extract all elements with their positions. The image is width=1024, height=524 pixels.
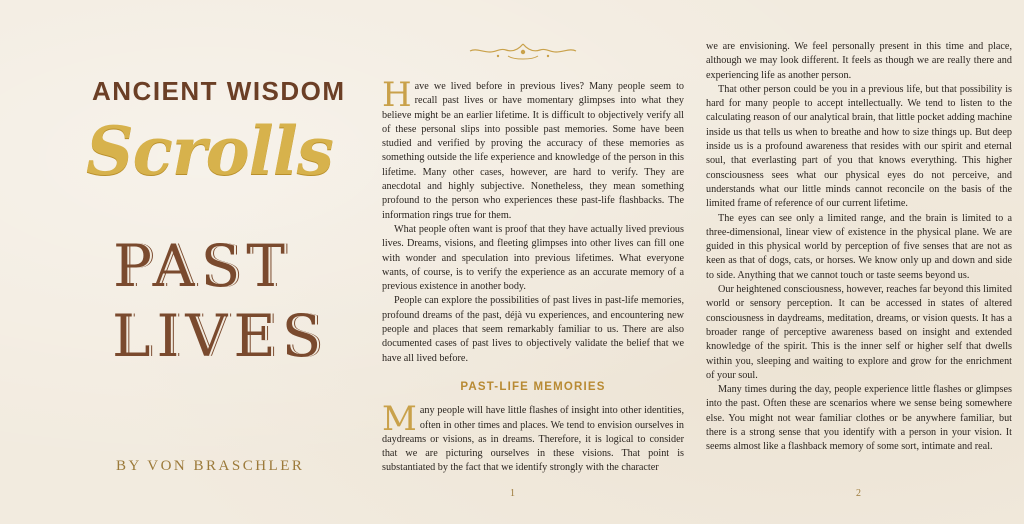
paragraph: we are envisioning. We feel personally present in this time and place, although we may look different. It feels as though we are really there and experiencing life as another person. bbox=[706, 41, 1012, 81]
section-heading: PAST-LIFE MEMORIES bbox=[460, 380, 606, 393]
paragraph: Our heightened consciousness, however, reaches far beyond this limited world or sensory perception. It can be accessed in states of altered consciousness in daydreams, meditation, dreams, or vision quests. It has a broader range of perceptive awareness based on insight and extended knowledge of the spirit. This is the inner self or higher self that dwells within you, sleeping and waiting to explore and grow for the enrichment of your soul. bbox=[706, 284, 1012, 381]
ornament-flourish-icon bbox=[468, 40, 578, 62]
cover-panel bbox=[0, 0, 370, 524]
paragraph: Many times during the day, people experience little flashes or glimpses into the past. Often these are scenarios where we sense being somewhere else. You might not wear familiar clothes or be anywhere familiar, but there is a strong sense that you identify with a person in your vision. It seems almost like a flashback memory of some sort, intimate and real. bbox=[706, 384, 1012, 453]
book-title-line1: PAST bbox=[112, 232, 291, 300]
paragraph: Have we lived before in previous lives? Many people seem to recall past lives or have momentary glimpses into what they believe might be an earlier lifetime. It is difficult to objectively verify all of these personal slips into possible past memories. Some have been studied and verified by proving the accuracy of these memories as something outside the life experience and knowledge of the person in this lifetime. Many other cases, however, are hard to verify. They are anecdotal and highly subjective. Nonetheless, they mean something profound to the person who experiences these past-life flashbacks. The information rings true for them. bbox=[382, 75, 684, 221]
paragraph: That other person could be you in a previous life, but that possibility is hard for many people to accept intellectually. We tend to listen to the calculating reason of our analytical brain, that little pocket adding machine inside us that tells us when to breathe and how to size things up. But deep inside us is a profound awareness that resides with our spirit and eternal soul, that everlasting part of you that knows everything. This higher consciousness sees what our physical eyes do not perceive, and understands what our little minds cannot reconcile on the basis of the limited frame of reference of our current lifetime. bbox=[706, 83, 1012, 210]
drop-cap: H bbox=[382, 75, 412, 115]
series-script-title: Scrolls bbox=[86, 112, 333, 190]
page-number: 1 bbox=[510, 488, 515, 499]
paragraph: The eyes can see only a limited range, and the brain is limited to a three-dimensional, linear view of existence in the physical plane. We are guided in this physical world by perception of five senses that are not as keen as that of dogs, cats, or horses. We know only up and down and side to side. Anything that we cannot touch or taste seems beyond us. bbox=[706, 212, 1012, 281]
paragraph: Many people will have little flashes of insight into other identities, often in other times and places. We tend to envision ourselves in daydreams or visions, as in dreams. Therefore, it is logical to consider that we are picturing ourselves in these visions. That point is substantiated by the fact that we identify strongly with the character bbox=[382, 399, 684, 474]
page-1-text bbox=[382, 75, 684, 476]
page-number: 2 bbox=[856, 488, 861, 499]
paragraph: People can explore the possibilities of past lives in past-life memories, profound dreams of the past, déjà vu experiences, and encountering new people and places that seem remarkably familiar to us. There are also documented cases of past lives to objectively validate the belief that we have all lived before. bbox=[382, 295, 684, 364]
book-title-line2: LIVES bbox=[112, 302, 328, 370]
series-title: ANCIENT WISDOM bbox=[92, 76, 346, 106]
paragraph: What people often want is proof that they have actually lived previous lives. Dreams, visions, and fleeting glimpses into other lives can fill one with wonder and speculation into previous lifetimes. What everyone wants, of course, is to verify the experience as an accurate memory of a previous existence in another body. bbox=[382, 223, 684, 293]
page-2-text bbox=[706, 40, 1012, 455]
author-byline: BY VON BRASCHLER bbox=[116, 458, 305, 474]
drop-cap: M bbox=[382, 399, 417, 440]
